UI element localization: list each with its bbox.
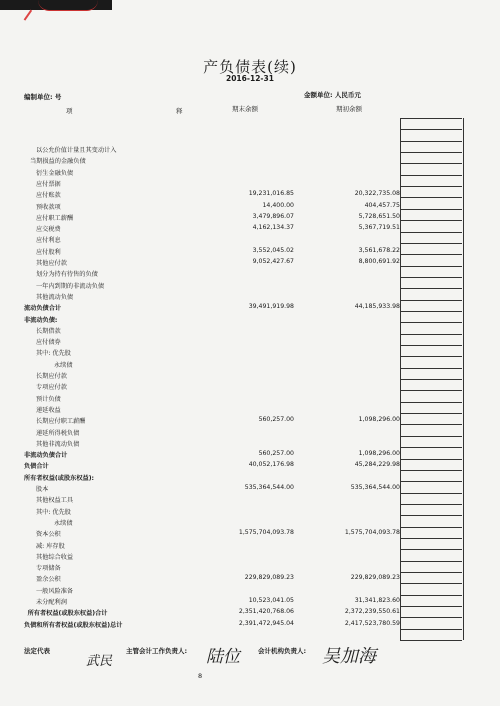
- seal-stamp: [0, 0, 112, 10]
- ruled-line: [400, 629, 462, 630]
- row-label: 永续债: [54, 361, 73, 369]
- begin-balance-value: 5,728,651.50: [358, 212, 400, 220]
- end-balance-value: 40,052,176.98: [248, 461, 294, 469]
- row-label: 其他非流动负债: [36, 440, 80, 448]
- end-balance-value: 9,052,427.67: [252, 258, 294, 265]
- row-label: 应付票据: [36, 180, 61, 188]
- end-balance-value: 10,523,041.05: [248, 597, 294, 604]
- row-label: 其中: 优先股: [36, 508, 71, 516]
- row-label: 其他综合收益: [36, 553, 74, 561]
- ruled-line: [400, 129, 462, 130]
- row-label: 划分为持有待售的负债: [36, 271, 98, 279]
- currency-unit: 金额单位: 人民币元: [304, 91, 361, 99]
- ruled-line: [400, 163, 462, 164]
- row-label: 应付职工薪酬: [36, 214, 74, 222]
- row-label: 负债和所有者权益(或股东权益)总计: [24, 621, 123, 629]
- row-label: 长期应付职工薪酬: [36, 418, 86, 426]
- row-label: 预收款项: [36, 203, 61, 211]
- end-balance-value: 14,400.00: [262, 201, 294, 209]
- end-balance-value: 560,257.00: [258, 416, 294, 424]
- begin-balance-value: 45,284,229.98: [354, 461, 400, 469]
- end-balance-value: 535,364,544.00: [244, 484, 294, 491]
- ruled-line: [400, 118, 462, 119]
- ruled-line: [400, 583, 462, 584]
- row-label: 其他应付款: [36, 260, 67, 267]
- ruled-line: [400, 413, 462, 414]
- signature-accounting-head: 陆位: [206, 647, 240, 667]
- end-balance-value: 1,575,704,093.78: [238, 529, 294, 537]
- begin-balance-value: 2,417,523,780.59: [344, 619, 400, 627]
- row-label: 递延所得税负债: [36, 429, 80, 437]
- begin-balance-value: 1,575,704,093.78: [344, 529, 400, 537]
- ruled-line: [400, 424, 462, 425]
- begin-balance-value: 5,367,719.51: [358, 224, 400, 232]
- ruled-line: [400, 311, 462, 312]
- ruled-line: [400, 527, 462, 528]
- row-label: 负债合计: [24, 463, 49, 471]
- row-label: 减: 库存股: [36, 542, 65, 550]
- end-balance-value: 560,257.00: [258, 450, 294, 458]
- begin-balance-value: 31,341,823.60: [354, 597, 400, 604]
- ruled-line: [400, 606, 462, 607]
- end-balance-value: 2,351,420,768.06: [238, 608, 294, 616]
- ruled-line: [400, 243, 462, 244]
- end-balance-value: 3,479,896.07: [252, 212, 294, 220]
- begin-balance-value: 3,561,678.22: [358, 246, 400, 254]
- row-label: 预计负债: [36, 395, 61, 403]
- end-balance-value: 229,829,089.23: [244, 574, 294, 582]
- end-balance-value: 39,491,919.98: [248, 303, 294, 311]
- row-label: 未分配利润: [36, 599, 67, 606]
- row-label: 其他权益工具: [36, 497, 74, 505]
- ruled-line: [400, 481, 462, 482]
- ruled-line: [400, 186, 462, 187]
- row-label: 应付账款: [36, 192, 61, 200]
- row-label: 当期损益的金融负债: [30, 158, 86, 166]
- row-label: 流动负债合计: [24, 305, 62, 313]
- ruled-line: [400, 266, 462, 267]
- ruled-line: [400, 197, 462, 198]
- ruled-line: [400, 572, 462, 573]
- ruled-line: [400, 436, 462, 437]
- end-balance-value: 4,162,134.37: [252, 224, 294, 232]
- end-balance-value: 2,391,472,945.04: [238, 619, 294, 627]
- row-label: 专项储备: [36, 565, 61, 573]
- accounting-org-head-label: 会计机构负责人:: [258, 647, 307, 655]
- row-label: 盈余公积: [36, 576, 61, 584]
- ruled-line: [400, 300, 462, 301]
- row-label: 专项应付款: [36, 384, 67, 392]
- begin-balance-value: 1,098,296.00: [358, 450, 400, 458]
- ruled-line: [400, 322, 462, 323]
- ruled-line: [400, 379, 462, 380]
- ruled-line: [400, 561, 462, 562]
- column-header-end-balance: 期末余额: [232, 105, 258, 113]
- ruled-line: [400, 640, 462, 641]
- row-label: 一般风险准备: [36, 587, 74, 595]
- ruled-line: [400, 232, 462, 233]
- ruled-line: [400, 152, 462, 153]
- row-label: 永续债: [54, 519, 73, 527]
- row-label: 衍生金融负债: [36, 169, 74, 177]
- end-balance-value: 3,552,045.02: [252, 246, 294, 254]
- ruled-line: [400, 345, 462, 346]
- ruled-line: [400, 277, 462, 278]
- accounting-head-label: 主管会计工作负责人:: [126, 647, 188, 655]
- row-label: 非流动负债合计: [24, 452, 68, 460]
- ruled-line: [400, 595, 462, 596]
- begin-balance-value: 44,185,933.98: [354, 303, 400, 311]
- red-pen-mark: [24, 10, 41, 27]
- ruled-line: [400, 209, 462, 210]
- begin-balance-value: 20,322,735.08: [354, 190, 400, 198]
- row-label: 股本: [36, 486, 49, 493]
- row-label: 其中: 优先股: [36, 350, 71, 358]
- row-label: 长期应付款: [36, 373, 67, 380]
- row-label: 所有者权益(或股东权益):: [24, 474, 95, 482]
- end-balance-value: 19,231,016.85: [248, 190, 294, 198]
- row-label: 一年内到期的非流动负债: [36, 282, 105, 290]
- ruled-line: [400, 493, 462, 494]
- column-header-note: 释: [176, 107, 183, 115]
- ruled-line: [400, 459, 462, 460]
- ruled-line: [400, 288, 462, 289]
- begin-balance-value: 2,372,239,550.61: [344, 608, 400, 616]
- page-title: 产负债表(续): [203, 58, 297, 76]
- ruled-line: [400, 538, 462, 539]
- ruled-line: [400, 617, 462, 618]
- ruled-line: [400, 390, 462, 391]
- begin-balance-value: 404,457.75: [364, 201, 400, 209]
- ruled-line: [400, 402, 462, 403]
- begin-balance-value: 229,829,089.23: [350, 574, 400, 582]
- row-label: 应付利息: [36, 237, 61, 245]
- row-label: 所有者权益(或股东权益)合计: [27, 610, 108, 618]
- ruled-line: [400, 470, 462, 471]
- ruled-line: [400, 141, 462, 142]
- ruled-line: [400, 368, 462, 369]
- page-number: 8: [198, 672, 203, 680]
- begin-balance-value: 535,364,544.00: [350, 484, 400, 491]
- column-header-item: 项: [66, 107, 73, 115]
- row-label: 应交税费: [36, 226, 61, 234]
- ruled-line: [400, 447, 462, 448]
- begin-balance-value: 8,800,691.92: [358, 258, 400, 265]
- begin-balance-value: 1,098,296.00: [358, 416, 400, 424]
- ruled-line: [400, 504, 462, 505]
- report-date: 2016-12-31: [226, 74, 274, 83]
- ruled-line: [400, 254, 462, 255]
- legal-representative-label: 法定代表: [24, 647, 50, 655]
- ruled-line: [400, 356, 462, 357]
- row-label: 应付债券: [36, 339, 61, 347]
- signature-legal-rep: 武民: [86, 654, 113, 669]
- row-label: 应付股利: [36, 248, 61, 256]
- signature-accounting-org-head: 吴加海: [322, 646, 376, 667]
- ruled-line: [400, 175, 462, 176]
- row-label: 其他流动负债: [36, 293, 74, 301]
- row-label: 资本公积: [36, 531, 61, 539]
- row-label: 递延收益: [36, 406, 61, 414]
- ruled-line: [400, 515, 462, 516]
- ruled-line: [400, 549, 462, 550]
- ruled-line: [400, 220, 462, 221]
- row-label: 以公允价值计量且其变动计入: [36, 147, 117, 154]
- reporting-entity: 编制单位: 号: [24, 93, 62, 101]
- ruled-line: [400, 334, 462, 335]
- row-label: 长期借款: [36, 327, 61, 335]
- row-label: 非流动负债:: [24, 316, 58, 324]
- column-header-begin-balance: 期初余额: [336, 105, 362, 113]
